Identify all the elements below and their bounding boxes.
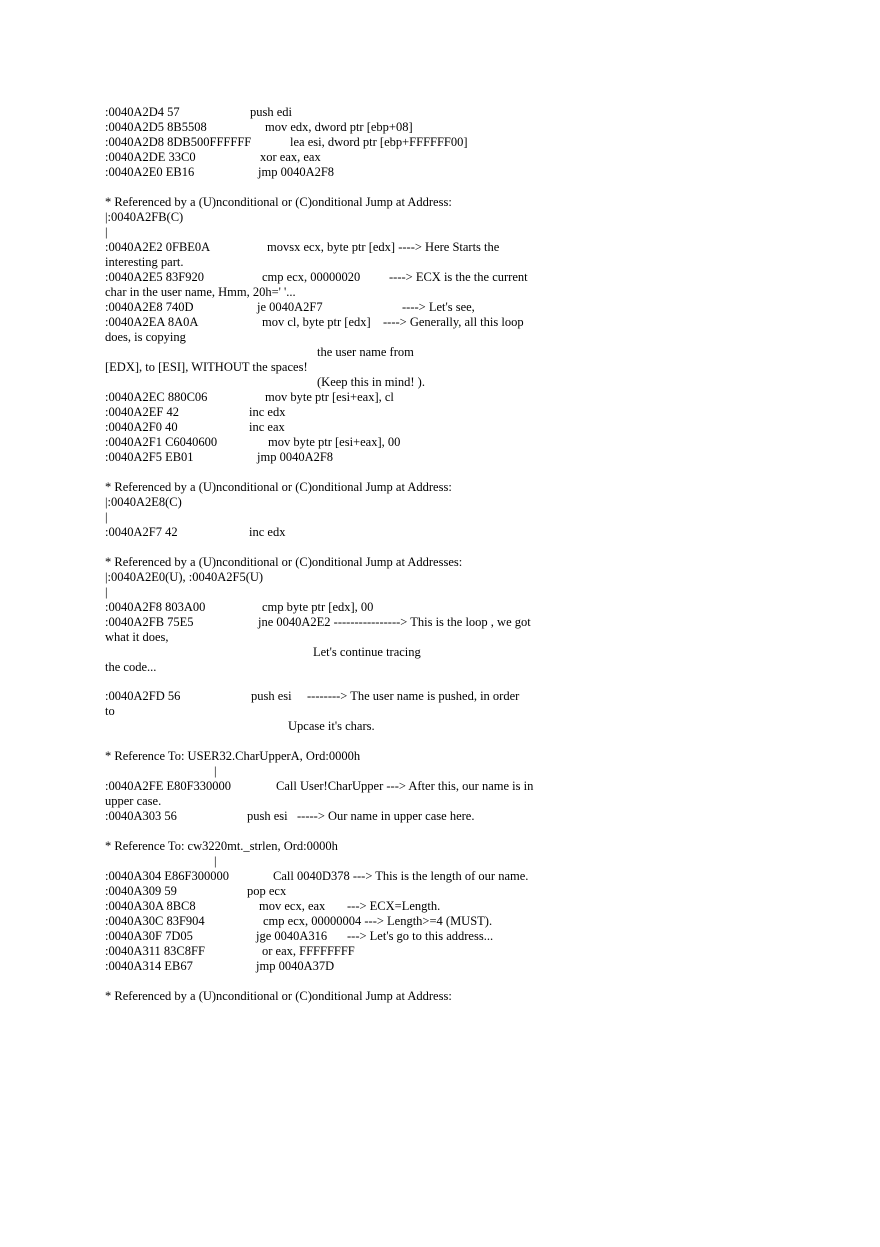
instruction-text: Call 0040D378 ---> This is the length of our name.	[273, 869, 529, 883]
instruction-text: cmp ecx, 00000020	[262, 270, 361, 284]
address-line: :0040A30F 7D05	[105, 929, 193, 943]
address-line: :0040A2F5 EB01	[105, 450, 194, 464]
comment-text: ----> Let's see,	[402, 300, 475, 314]
address-line: :0040A30A 8BC8	[105, 899, 196, 913]
reference-address: |:0040A2E0(U), :0040A2F5(U)	[105, 570, 264, 584]
address-line: :0040A311 83C8FF	[105, 944, 205, 958]
comment-continuation: the user name from	[317, 345, 414, 359]
reference-header: * Referenced by a (U)nconditional or (C)onditional Jump at Address:	[105, 989, 452, 1003]
instruction-text: jne 0040A2E2 ----------------> This is the loop , we got	[258, 615, 531, 629]
comment-continuation: char in the user name, Hmm, 20h=' '...	[105, 285, 296, 299]
comment-continuation: does, is copying	[105, 330, 186, 344]
reference-bar: |	[214, 854, 217, 868]
address-line: :0040A309 59	[105, 884, 177, 898]
instruction-text: xor eax, eax	[260, 150, 321, 164]
comment-text: ----> ECX is the the current	[389, 270, 528, 284]
instruction-text: cmp byte ptr [edx], 00	[262, 600, 374, 614]
address-line: :0040A2E2 0FBE0A	[105, 240, 211, 254]
address-line: :0040A2F1 C6040600	[105, 435, 218, 449]
reference-bar: |	[214, 764, 217, 778]
reference-bar: |	[105, 585, 108, 599]
address-line: :0040A2D5 8B5508	[105, 120, 207, 134]
address-line: :0040A2E5 83F920	[105, 270, 204, 284]
address-line: :0040A314 EB67	[105, 959, 193, 973]
comment-continuation: upper case.	[105, 794, 162, 808]
address-line: :0040A2D4 57	[105, 105, 180, 119]
address-line: :0040A2DE 33C0	[105, 150, 196, 164]
address-line: :0040A2EF 42	[105, 405, 179, 419]
comment-text: ---> ECX=Length.	[347, 899, 441, 913]
comment-continuation: Upcase it's chars.	[288, 719, 375, 733]
instruction-text: pop ecx	[247, 884, 287, 898]
comment-text: ----> Generally, all this loop	[383, 315, 524, 329]
address-line: :0040A2F0 40	[105, 420, 178, 434]
instruction-text: mov edx, dword ptr [ebp+08]	[265, 120, 413, 134]
reference-address: |:0040A2FB(C)	[105, 210, 184, 224]
address-line: :0040A2F7 42	[105, 525, 178, 539]
instruction-text: inc eax	[249, 420, 285, 434]
reference-header: * Referenced by a (U)nconditional or (C)onditional Jump at Addresses:	[105, 555, 463, 569]
address-line: :0040A2E0 EB16	[105, 165, 195, 179]
address-line: :0040A2E8 740D	[105, 300, 194, 314]
instruction-text: inc edx	[249, 405, 286, 419]
address-line: :0040A2EA 8A0A	[105, 315, 199, 329]
instruction-text: cmp ecx, 00000004 ---> Length>=4 (MUST).	[263, 914, 493, 928]
comment-continuation: interesting part.	[105, 255, 184, 269]
comment-continuation: what it does,	[105, 630, 169, 644]
reference-address: |:0040A2E8(C)	[105, 495, 182, 509]
reference-header: * Referenced by a (U)nconditional or (C)onditional Jump at Address:	[105, 480, 452, 494]
comment-continuation: Let's continue tracing	[313, 645, 421, 659]
instruction-text: push esi	[251, 689, 292, 703]
instruction-text: mov cl, byte ptr [edx]	[262, 315, 371, 329]
instruction-text: mov byte ptr [esi+eax], cl	[265, 390, 394, 404]
reference-bar: |	[105, 510, 108, 524]
comment-text: -----> Our name in upper case here.	[297, 809, 475, 823]
instruction-text: movsx ecx, byte ptr [edx] ----> Here Starts the	[267, 240, 500, 254]
address-line: :0040A30C 83F904	[105, 914, 205, 928]
instruction-text: mov byte ptr [esi+eax], 00	[268, 435, 401, 449]
address-line: :0040A2F8 803A00	[105, 600, 206, 614]
instruction-text: inc edx	[249, 525, 286, 539]
instruction-text: lea esi, dword ptr [ebp+FFFFFF00]	[290, 135, 468, 149]
instruction-text: jmp 0040A2F8	[258, 165, 335, 179]
comment-continuation: to	[105, 704, 115, 718]
reference-header: * Referenced by a (U)nconditional or (C)onditional Jump at Address:	[105, 195, 452, 209]
address-line: :0040A303 56	[105, 809, 177, 823]
address-line: :0040A2D8 8DB500FFFFFF	[105, 135, 252, 149]
instruction-text: mov ecx, eax	[259, 899, 326, 913]
address-line: :0040A2EC 880C06	[105, 390, 208, 404]
reference-bar: |	[105, 225, 108, 239]
instruction-text: jge 0040A316	[256, 929, 328, 943]
instruction-text: Call User!CharUpper ---> After this, our name is in	[276, 779, 534, 793]
instruction-text: je 0040A2F7	[257, 300, 323, 314]
reference-header: * Reference To: cw3220mt._strlen, Ord:0000h	[105, 839, 338, 853]
instruction-text: push esi	[247, 809, 288, 823]
address-line: :0040A2FB 75E5	[105, 615, 194, 629]
comment-continuation: [EDX], to [ESI], WITHOUT the spaces!	[105, 360, 308, 374]
reference-header: * Reference To: USER32.CharUpperA, Ord:0000h	[105, 749, 361, 763]
instruction-text: jmp 0040A37D	[256, 959, 335, 973]
comment-text: --------> The user name is pushed, in order	[307, 689, 520, 703]
comment-text: ---> Let's go to this address...	[347, 929, 494, 943]
address-line: :0040A2FD 56	[105, 689, 181, 703]
instruction-text: jmp 0040A2F8	[257, 450, 334, 464]
comment-continuation: (Keep this in mind! ).	[317, 375, 425, 389]
address-line: :0040A2FE E80F330000	[105, 779, 232, 793]
instruction-text: push edi	[250, 105, 293, 119]
comment-continuation: the code...	[105, 660, 157, 674]
instruction-text: or eax, FFFFFFFF	[262, 944, 355, 958]
address-line: :0040A304 E86F300000	[105, 869, 229, 883]
